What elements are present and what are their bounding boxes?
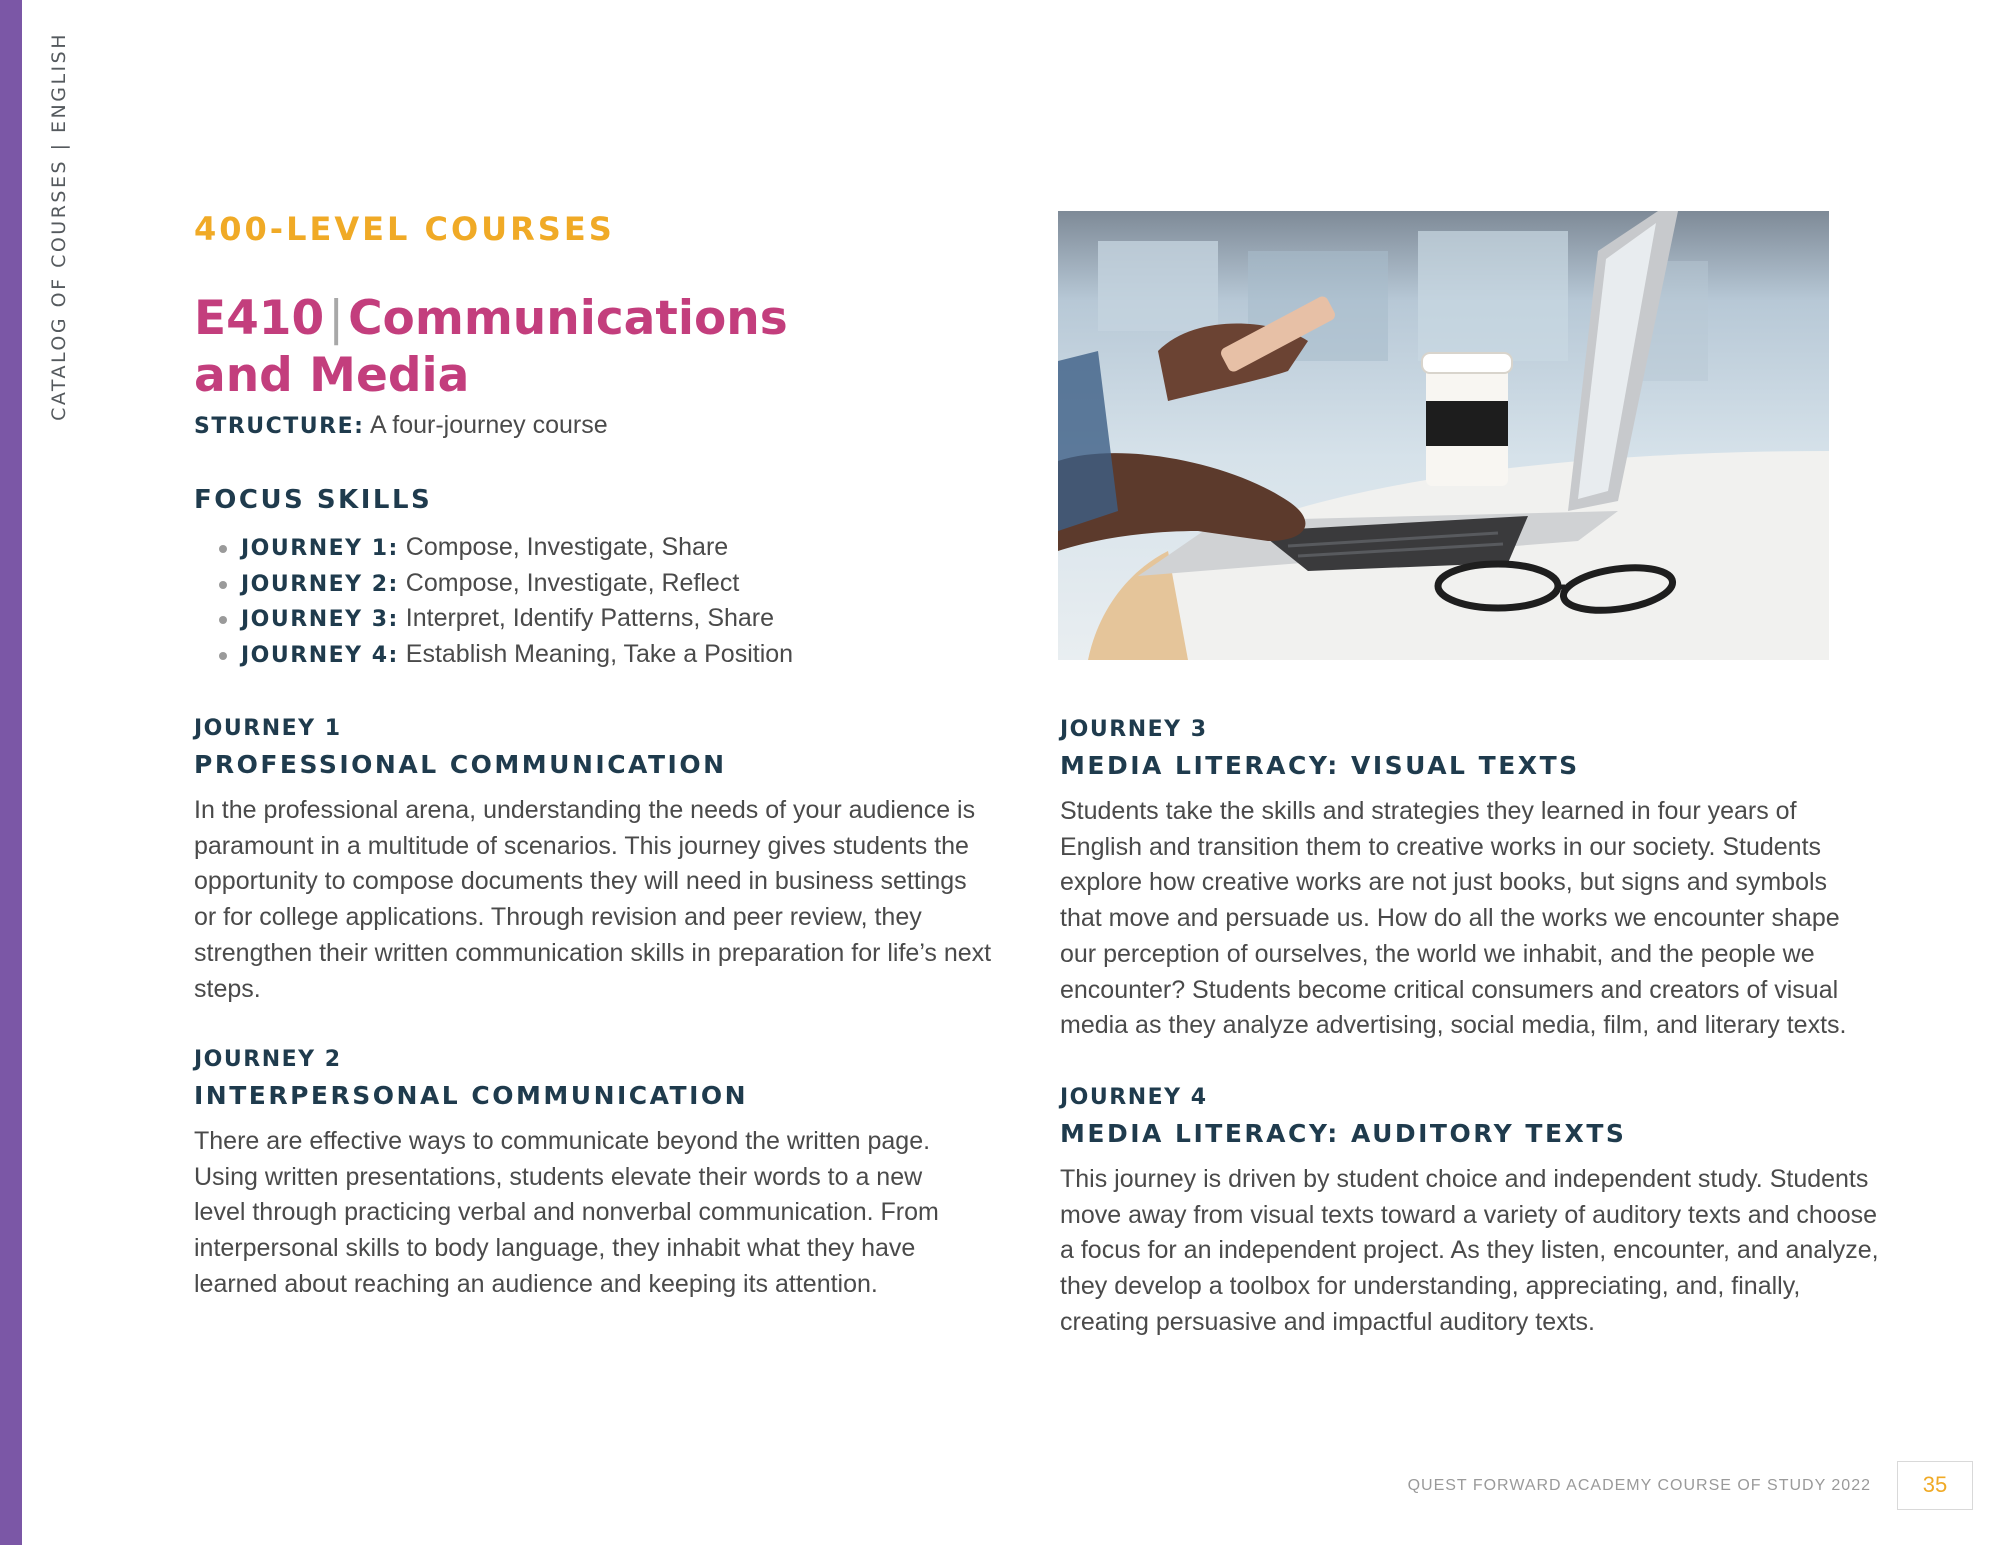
journey-3-title: MEDIA LITERACY: VISUAL TEXTS	[1060, 751, 1580, 780]
course-name: Communications and Media	[194, 291, 788, 403]
course-structure	[194, 411, 608, 440]
structure-value: A four-journey course	[370, 411, 608, 439]
focus-skill-label: JOURNEY 2:	[241, 571, 399, 597]
bullet-icon	[219, 581, 227, 589]
catalog-section-label: CATALOG OF COURSES | ENGLISH	[48, 32, 70, 421]
journey-3-description: Students take the skills and strategies they learned in four years of English and transition them to creative works in our society. Students explore how creative works are not just books, but signs and symbols that move and persuade us. How do all the works we encounter shape our perception of ourselves, the world we inhabit, and the people we encounter? Students become critical consumers and creators of visual media as they analyze advertising, social media, film, and literary texts.	[1060, 797, 1847, 1040]
focus-skill-values: Establish Meaning, Take a Position	[405, 639, 794, 668]
journey-4-description: This journey is driven by student choice and independent study. Students move away from visual texts toward a variety of auditory texts and choose a focus for an independent project. As they listen, encounter, and analyze, they develop a toolbox for understanding, appreciating, and, finally, creating persuasive and impactful auditory texts.	[1060, 1165, 1879, 1336]
journey-4-title: MEDIA LITERACY: AUDITORY TEXTS	[1060, 1119, 1627, 1148]
focus-skill-label: JOURNEY 4:	[241, 642, 399, 668]
focus-skill-item	[218, 566, 793, 602]
focus-skill-values: Compose, Investigate, Share	[405, 533, 729, 561]
focus-skill-item	[218, 601, 793, 637]
focus-skills-list	[218, 530, 793, 672]
course-code: E410	[194, 291, 325, 346]
focus-skill-values: Compose, Investigate, Reflect	[405, 568, 740, 597]
journey-1-number: JOURNEY 1	[194, 716, 342, 741]
journey-2-title: INTERPERSONAL COMMUNICATION	[194, 1081, 749, 1110]
focus-skill-label: JOURNEY 3:	[241, 607, 399, 632]
journey-4-number: JOURNEY 4	[1060, 1085, 1208, 1110]
bullet-icon	[219, 652, 227, 660]
journey-3-number: JOURNEY 3	[1060, 717, 1208, 742]
journey-2-description: There are effective ways to communicate beyond the written page. Using written presentations, students elevate their words to a new level through practicing verbal and nonverbal communication. From interpersonal skills to body language, they inhabit what they have learned about reaching an audience and keeping its attention.	[194, 1127, 939, 1298]
laptop-coffee-illustration	[1058, 211, 1829, 660]
bullet-icon	[219, 545, 227, 553]
laptop-coffee-photo	[1058, 211, 1829, 660]
focus-skill-label: JOURNEY 1:	[241, 536, 399, 561]
page-number: 35	[1897, 1461, 1973, 1510]
focus-skill-values: Interpret, Identify Patterns, Share	[405, 604, 775, 632]
journey-2-number: JOURNEY 2	[194, 1047, 342, 1072]
focus-skill-item	[218, 637, 793, 673]
sidebar-accent-bar	[0, 0, 22, 1545]
journey-1-description: In the professional arena, understanding the needs of your audience is paramount in a multitude of scenarios. This journey gives students the opportunity to compose documents they will need in business settings or for college applications. Through revision and peer review, they strengthen their written communication skills in preparation for life’s next steps.	[194, 796, 992, 1003]
journey-1-title: PROFESSIONAL COMMUNICATION	[194, 750, 727, 779]
bullet-icon	[219, 616, 227, 624]
course-level-heading: 400-LEVEL COURSES	[194, 210, 615, 248]
title-separator: |	[328, 291, 345, 346]
course-title	[194, 290, 834, 404]
structure-label: STRUCTURE:	[194, 414, 365, 439]
footer-publication-title: QUEST FORWARD ACADEMY COURSE OF STUDY 2022	[1407, 1477, 1871, 1494]
focus-skill-item	[218, 530, 793, 566]
focus-skills-heading: FOCUS SKILLS	[194, 485, 433, 515]
